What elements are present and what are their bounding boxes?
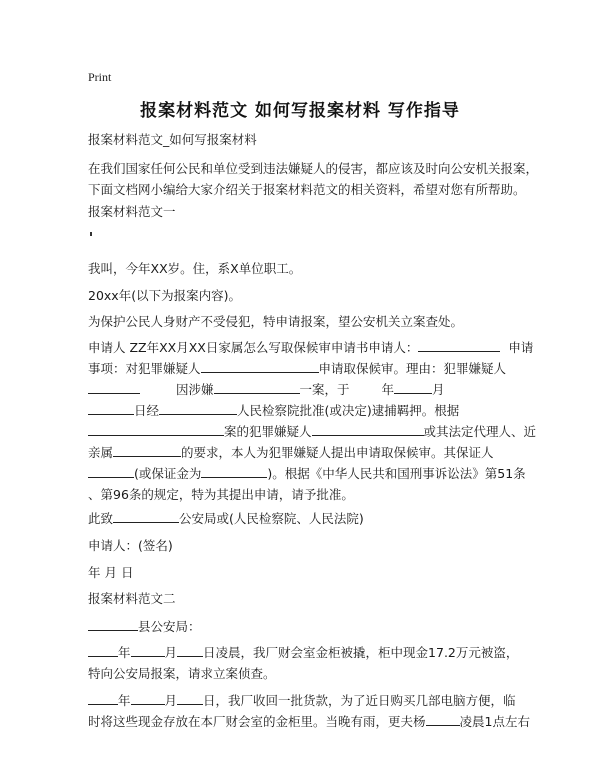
blank-field: [201, 360, 319, 373]
app-line-7: [88, 463, 526, 484]
to-line: [88, 508, 520, 529]
blank-field: [113, 510, 179, 523]
app-line-5: [88, 421, 537, 442]
app-text: 案的犯罪嫌疑人: [224, 424, 312, 439]
bullet-mark: [90, 232, 92, 236]
s2-text: 月: [164, 693, 178, 708]
s2-bureau: [88, 616, 520, 637]
app-text: 因涉嫌: [176, 382, 214, 397]
blank-field: [131, 692, 165, 705]
app-line-3: [88, 379, 520, 400]
app-text: 年: [381, 382, 395, 397]
subtitle: 报案材料范文_如何写报案材料: [88, 132, 257, 147]
blank-field: [88, 381, 140, 394]
app-line-4: [88, 400, 520, 421]
s2-text: 日凌晨，我厂财会室金柜被撬，柜中现金17.2万元被盗，: [203, 645, 519, 660]
document-title: 报案材料范文 如何写报案材料 写作指导: [140, 101, 460, 121]
app-line-1: [88, 337, 534, 358]
blank-field: [312, 423, 424, 436]
s1-paragraph-3: 为保护公民人身财产不受侵犯，特申请报案，望公安机关立案查处。: [88, 314, 464, 329]
blank-field: [214, 381, 300, 394]
app-text: 日经: [134, 403, 160, 418]
blank-field: [177, 692, 203, 705]
intro-line-1: 在我们国家任何公民和单位受到违法嫌疑人的侵害，都应该及时向公安机关报案，: [88, 161, 539, 176]
blank-field: [88, 423, 224, 436]
app-text: 或其法定代理人、近: [423, 424, 537, 439]
blank-field: [88, 402, 134, 415]
blank-field: [88, 465, 134, 478]
app-text: 申请人 ZZ年XX月XX日家属怎么写取保候审申请书申请人：: [88, 340, 419, 355]
s1-paragraph-2: 20xx年(以下为报案内容)。: [88, 288, 241, 303]
app-line-6: [88, 442, 520, 463]
blank-field: [113, 444, 181, 457]
blank-field: [88, 692, 118, 705]
to-suffix: 公安局或(人民检察院、人民法院): [179, 511, 364, 526]
intro-line-2: 下面文档网小编给大家介绍关于报案材料范文的相关资料，希望对您有所帮助。: [88, 182, 526, 197]
app-text: 申请: [508, 340, 534, 355]
app-line-8: 、第96条的规定，特为其提出申请，请予批准。: [88, 487, 354, 502]
blank-field: [418, 339, 500, 352]
s2-paragraph-1-line-2: 特向公安局报案，请求立案侦查。: [88, 666, 276, 681]
applicant-signature: 申请人：(签名): [88, 538, 173, 553]
s2-bureau-text: 县公安局：: [138, 619, 201, 634]
s2-paragraph-1: [88, 642, 520, 663]
blank-field: [159, 402, 237, 415]
date-line: 年 月 日: [88, 565, 134, 580]
section2-heading: 报案材料范文二: [88, 591, 176, 606]
blank-field: [201, 465, 267, 478]
app-text: 申请取保候审。理由：犯罪嫌疑人: [318, 361, 507, 376]
blank-field: [88, 618, 138, 631]
blank-field: [394, 381, 432, 394]
s1-paragraph-1: 我叫，今年XX岁。住，系X单位职工。: [88, 261, 302, 276]
blank-field: [177, 644, 203, 657]
blank-field: [426, 713, 460, 726]
app-text: 月: [432, 382, 445, 397]
blank-field: [131, 644, 165, 657]
app-line-2: [88, 358, 520, 379]
s2-paragraph-2: [88, 690, 520, 711]
s2-text: 年: [118, 645, 131, 660]
s2-text: 凌晨1点左右: [459, 714, 530, 729]
s2-text: 日，我厂收回一批货款，为了近日购买几部电脑方便，临: [203, 693, 516, 708]
app-text: (或保证金为: [134, 466, 202, 481]
s2-text: 时将这些现金存放在本厂财会室的金柜里。当晚有雨，更夫杨: [88, 714, 426, 729]
app-text: 亲属: [88, 445, 114, 460]
app-text: 事项：对犯罪嫌疑人: [88, 361, 201, 376]
s2-text: 月: [164, 645, 178, 660]
s2-text: 年: [118, 693, 131, 708]
app-text: )。根据《中华人民共和国刑事诉讼法》第51条: [267, 466, 526, 481]
app-text: 一案，于: [299, 382, 350, 397]
s2-paragraph-2-line-2: [88, 711, 530, 732]
blank-field: [88, 644, 118, 657]
to-prefix: 此致: [88, 511, 114, 526]
app-text: 人民检察院批准(或决定)逮捕羁押。根据: [237, 403, 460, 418]
section1-heading: 报案材料范文一: [88, 204, 176, 219]
app-text: 的要求，本人为犯罪嫌疑人提出申请取保候审。其保证人: [181, 445, 494, 460]
print-link[interactable]: Print: [88, 70, 112, 84]
